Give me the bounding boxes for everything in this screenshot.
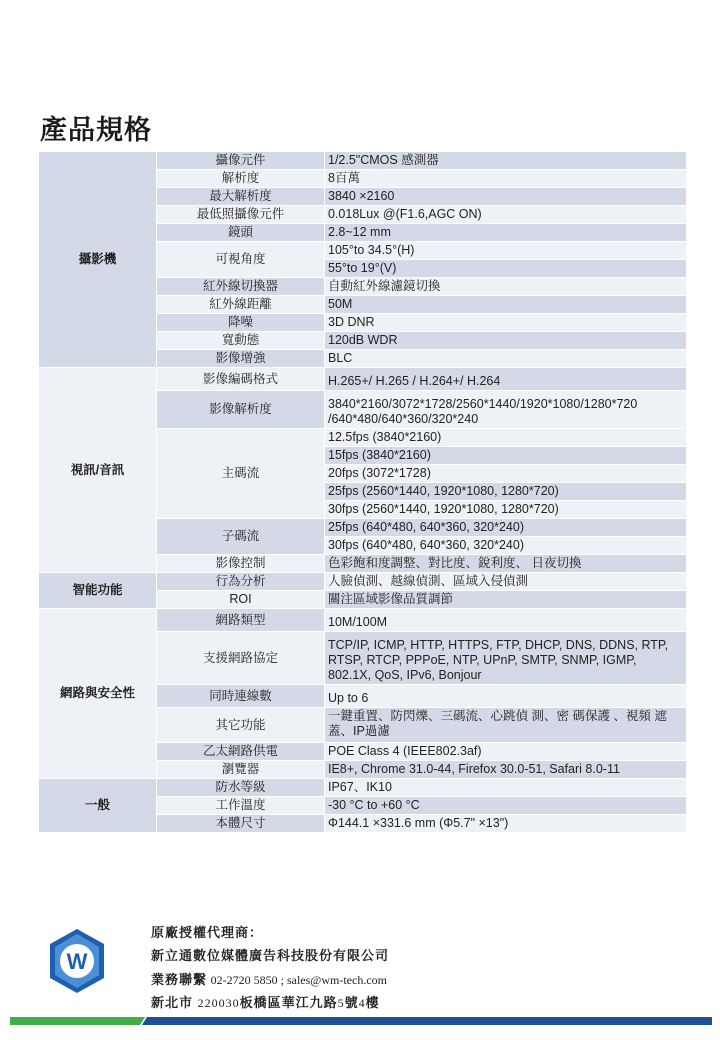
feature-value: 1/2.5"CMOS 感測器 <box>325 152 687 170</box>
feature-label: 工作溫度 <box>157 797 325 815</box>
feature-label: 寬動態 <box>157 332 325 350</box>
feature-value: 50M <box>325 296 687 314</box>
feature-label: 乙太網路供電 <box>157 743 325 761</box>
feature-label: 其它功能 <box>157 708 325 743</box>
feature-value: 3840 ×2160 <box>325 188 687 206</box>
feature-value: 3840*2160/3072*1728/2560*1440/1920*1080/1280*720 /640*480/640*360/320*240 <box>325 391 687 429</box>
feature-value: 25fps (2560*1440, 1920*1080, 1280*720) <box>325 483 687 501</box>
feature-value: 15fps (3840*2160) <box>325 447 687 465</box>
agent-title: 原廠授權代理商： <box>151 925 264 940</box>
feature-label: 紅外線距離 <box>157 296 325 314</box>
address-zip: 220030 <box>197 996 240 1010</box>
feature-label: 影像編碼格式 <box>157 368 325 391</box>
feature-label: ROI <box>157 591 325 609</box>
feature-value: 一鍵重置、防閃爍、三碼流、心跳偵 測、密 碼保護 、視頻 遮蓋、IP過濾 <box>325 708 687 743</box>
feature-label: 行為分析 <box>157 573 325 591</box>
address-suffix: 樓 <box>365 995 380 1010</box>
category-general: 一般 <box>39 779 157 833</box>
table-row <box>39 152 687 170</box>
footer <box>0 905 720 1040</box>
feature-value: 105°to 34.5°(H) <box>325 242 687 260</box>
feature-value: 色彩飽和度調整、對比度、銳利度、 日夜切換 <box>325 555 687 573</box>
feature-label: 本體尺寸 <box>157 815 325 833</box>
feature-value: IE8+, Chrome 31.0-44, Firefox 30.0-51, Safari 8.0-11 <box>325 761 687 779</box>
address-floor: 4 <box>358 996 366 1010</box>
company-name: 新立通數位媒體廣告科技股份有限公司 <box>151 948 390 963</box>
table-row <box>39 609 687 632</box>
spec-table <box>38 151 687 833</box>
feature-label: 最大解析度 <box>157 188 325 206</box>
address-mid: 板橋區華江九路 <box>239 995 338 1010</box>
table-row <box>39 779 687 797</box>
feature-label: 網路類型 <box>157 609 325 632</box>
feature-value: 55°to 19°(V) <box>325 260 687 278</box>
feature-label: 主碼流 <box>157 429 325 519</box>
table-row <box>39 573 687 591</box>
category-camera: 攝影機 <box>39 152 157 368</box>
wmtech-logo <box>48 928 106 994</box>
logo-letter: W <box>66 949 88 974</box>
feature-label: 鏡頭 <box>157 224 325 242</box>
feature-value: BLC <box>325 350 687 368</box>
feature-label: 防水等級 <box>157 779 325 797</box>
feature-value: 2.8~12 mm <box>325 224 687 242</box>
page-title: 產品規格 <box>40 115 152 145</box>
category-smart: 智能功能 <box>39 573 157 609</box>
feature-value: 關注區域影像品質調節 <box>325 591 687 609</box>
feature-label: 支援網路協定 <box>157 632 325 685</box>
address-prefix: 新北市 <box>151 996 194 1011</box>
feature-value: 人臉偵測、越線偵測、區域入侵偵測 <box>325 573 687 591</box>
feature-value: Up to 6 <box>325 685 687 708</box>
feature-value: TCP/IP, ICMP, HTTP, HTTPS, FTP, DHCP, DNS, DDNS, RTP, RTSP, RTCP, PPPoE, NTP, UPnP, SMTP, SNMP, IGMP, 802.1X, QoS, IPv6, Bonjour <box>325 632 687 685</box>
address-hao: 號 <box>344 995 359 1010</box>
feature-value: 12.5fps (3840*2160) <box>325 429 687 447</box>
feature-label: 可視角度 <box>157 242 325 278</box>
feature-value: IP67、IK10 <box>325 779 687 797</box>
feature-value: 自動紅外線濾鏡切換 <box>325 278 687 296</box>
feature-value: 25fps (640*480, 640*360, 320*240) <box>325 519 687 537</box>
category-network: 網路與安全性 <box>39 609 157 779</box>
table-row <box>39 368 687 391</box>
feature-label: 同時連線數 <box>157 685 325 708</box>
feature-label: 影像解析度 <box>157 391 325 429</box>
footer-color-bar <box>10 1017 712 1025</box>
feature-value: POE Class 4 (IEEE802.3af) <box>325 743 687 761</box>
feature-label: 紅外線切換器 <box>157 278 325 296</box>
feature-label: 解析度 <box>157 170 325 188</box>
category-video: 視訊/音訊 <box>39 368 157 573</box>
contact-line <box>151 969 387 988</box>
address-num: 5 <box>337 996 345 1010</box>
feature-value: Φ144.1 ×331.6 mm (Φ5.7" ×13") <box>325 815 687 833</box>
feature-label: 降噪 <box>157 314 325 332</box>
feature-label: 影像控制 <box>157 555 325 573</box>
address-line <box>151 992 380 1011</box>
feature-label: 攝像元件 <box>157 152 325 170</box>
feature-label: 影像增強 <box>157 350 325 368</box>
feature-value: 8百萬 <box>325 170 687 188</box>
feature-value: 30fps (2560*1440, 1920*1080, 1280*720) <box>325 501 687 519</box>
feature-value: 10M/100M <box>325 609 687 632</box>
feature-value: 30fps (640*480, 640*360, 320*240) <box>325 537 687 555</box>
feature-label: 最低照攝像元件 <box>157 206 325 224</box>
contact-value: 02-2720 5850 ; sales@wm-tech.com <box>210 973 387 987</box>
feature-value: 20fps (3072*1728) <box>325 465 687 483</box>
feature-value: -30 °C to +60 °C <box>325 797 687 815</box>
feature-value: 120dB WDR <box>325 332 687 350</box>
feature-value: 3D DNR <box>325 314 687 332</box>
feature-label: 子碼流 <box>157 519 325 555</box>
contact-label: 業務聯繫 <box>151 972 208 987</box>
feature-value: 0.018Lux @(F1.6,AGC ON) <box>325 206 687 224</box>
feature-label: 瀏覽器 <box>157 761 325 779</box>
feature-value: H.265+/ H.265 / H.264+/ H.264 <box>325 368 687 391</box>
